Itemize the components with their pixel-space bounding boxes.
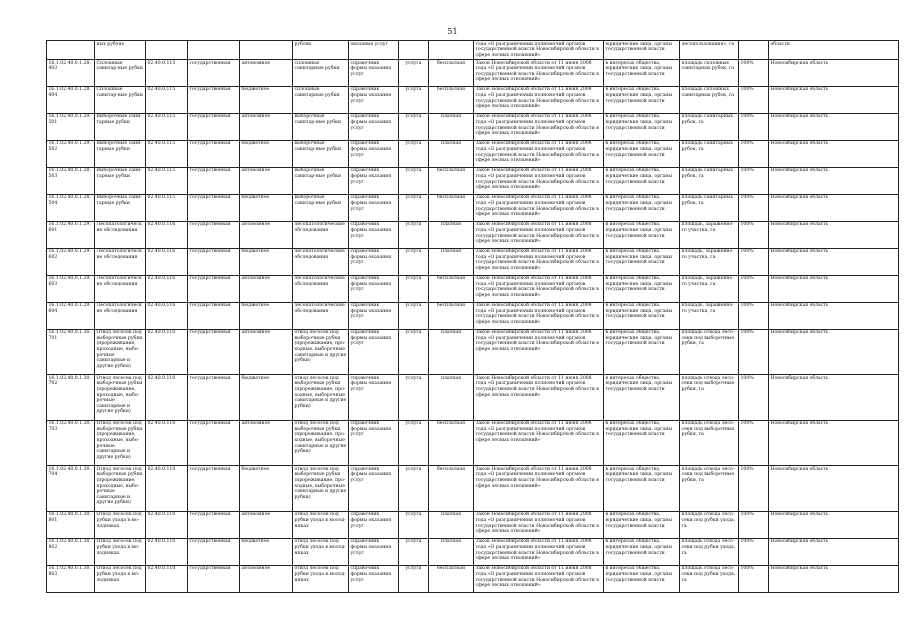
cell-name: ных рублях: [95, 41, 146, 60]
cell-institution-type: бюджетное: [240, 466, 293, 512]
cell-form-reference: справочник формы оказания услуг: [349, 167, 399, 194]
cell-legal-basis: года «О разграничении полномочий органов государственной власти Новосибирской области в сфере лесных отношений»: [474, 41, 604, 60]
table-row: [47, 86, 899, 113]
cell-volume-indicator: площадь, заражённо-го участка, га: [680, 275, 739, 302]
cell-ownership: государственная: [188, 60, 240, 87]
cell-volume-indicator: площадь, заражённо-го участка, га: [680, 248, 739, 275]
cell-okved: 02.40.0.116: [146, 275, 188, 302]
cell-okved: 02.40.0.110: [146, 538, 188, 565]
cell-kind: услуга: [399, 194, 429, 221]
cell-service-content: сплошные санитарные рубки: [293, 60, 349, 87]
cell-okved: 02.40.0.110: [146, 420, 188, 466]
cell-service-content: отвод лесосек под выборочные рубки (прореживание, про-ходные, выборочные санитарные и другие рубки): [293, 466, 349, 512]
cell-name: Лесопатологические обследования: [95, 275, 146, 302]
cell-quality: 100%: [739, 60, 769, 87]
cell-code: 16.1.02.40.0.1.29.602: [47, 248, 95, 275]
cell-payment: платная: [429, 113, 474, 140]
cell-okved: 02.40.0.110: [146, 466, 188, 512]
cell-code: 16.1.02.40.0.1.30.701: [47, 329, 95, 375]
cell-ownership: государственная: [188, 113, 240, 140]
cell-kind: услуга: [399, 140, 429, 167]
cell-okved: 02.40.0.115: [146, 113, 188, 140]
cell-service-content: выборочные санитар-ные рубки: [293, 194, 349, 221]
page-number: 51: [447, 27, 458, 36]
cell-form-reference: справочник формы оказания услуг: [349, 538, 399, 565]
cell-quality: 100%: [739, 113, 769, 140]
cell-form-reference: справочник формы оказания услуг: [349, 420, 399, 466]
cell-code: 16.1.02.40.0.1.28.503: [47, 167, 95, 194]
table-row: [47, 140, 899, 167]
cell-kind: услуга: [399, 375, 429, 421]
cell-territory: Новосибирская область: [769, 60, 899, 87]
cell-okved: 02.40.0.116: [146, 302, 188, 329]
cell-okved: 02.40.0.115: [146, 194, 188, 221]
cell-territory: Новосибирская область: [769, 194, 899, 221]
cell-legal-basis: Закон Новосибирской области от 11 июня 2008 года «О разграничении полномочий органов государственной власти Новосибирской области в сфере лесных отношений»: [474, 86, 604, 113]
cell-consumers: в интересах общества, юридические лица, органы государственной власти: [604, 167, 680, 194]
cell-volume-indicator: лесопользования», га: [680, 41, 739, 60]
cell-payment: бесплатная: [429, 420, 474, 466]
cell-legal-basis: Закон Новосибирской области от 11 июня 2008 года «О разграничении полномочий органов государственной власти Новосибирской области в сфере лесных отношений»: [474, 194, 604, 221]
cell-okved: 02.40.0.115: [146, 86, 188, 113]
cell-quality: 100%: [739, 329, 769, 375]
cell-code: 16.1.02.40.0.1.29.502: [47, 140, 95, 167]
cell-volume-indicator: площадь санитарных рубок, га: [680, 167, 739, 194]
cell-ownership: государственная: [188, 329, 240, 375]
cell-name: Лесопатологические обследования: [95, 302, 146, 329]
cell-kind: услуга: [399, 329, 429, 375]
cell-form-reference: справочник формы оказания услуг: [349, 113, 399, 140]
cell-okved: 02.40.0.110: [146, 565, 188, 592]
cell-institution-type: бюджетное: [240, 375, 293, 421]
cell-service-content: отвод лесосек под рубки ухода в молод-няках: [293, 538, 349, 565]
cell-institution-type: автономное: [240, 565, 293, 592]
cell-payment: платная: [429, 375, 474, 421]
cell-name: Отвод лесосек под выборочные рубки (прореживание, проходные, выбо-рочные санитарные и другие рубки): [95, 329, 146, 375]
cell-name: Отвод лесосек под выборочные рубки (прореживание, проходные, выбо-рочные санитарные и другие рубки): [95, 420, 146, 466]
cell-okved: 02.40.0.115: [146, 60, 188, 87]
continuation-row: [47, 41, 899, 60]
cell-territory: Новосибирская область: [769, 113, 899, 140]
cell-legal-basis: Закон Новосибирской области от 11 июня 2008 года «О разграничении полномочий органов государственной власти Новосибирской области в сфере лесных отношений»: [474, 248, 604, 275]
cell-quality: 100%: [739, 86, 769, 113]
cell-legal-basis: Закон Новосибирской области от 11 июня 2008 года «О разграничении полномочий органов государственной власти Новосибирской области в сфере лесных отношений»: [474, 167, 604, 194]
cell-form-reference: справочник формы оказания услуг: [349, 140, 399, 167]
cell-volume-indicator: площадь сплошных санитарных рубок, га: [680, 86, 739, 113]
cell-ownership: государственная: [188, 466, 240, 512]
cell-quality: 100%: [739, 248, 769, 275]
cell-okved: 02.40.0.110: [146, 375, 188, 421]
cell-volume-indicator: площадь сплошных санитарных рубок, га: [680, 60, 739, 87]
cell-kind: [399, 41, 429, 60]
table-row: [47, 511, 899, 538]
cell-code: 16.1.02.40.0.1.28.504: [47, 194, 95, 221]
cell-code: 16.1.02.40.0.1.29.601: [47, 221, 95, 248]
table-row: [47, 565, 899, 592]
cell-territory: Новосибирская область: [769, 140, 899, 167]
cell-payment: бесплатная: [429, 167, 474, 194]
cell-kind: услуга: [399, 538, 429, 565]
cell-institution-type: автономное: [240, 60, 293, 87]
cell-quality: 100%: [739, 302, 769, 329]
cell-name: Отвод лесосек под рубки ухода в мо-лодняках: [95, 511, 146, 538]
cell-institution-type: бюджетное: [240, 194, 293, 221]
cell-form-reference: справочник формы оказания услуг: [349, 375, 399, 421]
cell-ownership: государственная: [188, 420, 240, 466]
table-body: [47, 41, 899, 593]
table-row: [47, 420, 899, 466]
cell-kind: услуга: [399, 221, 429, 248]
cell-legal-basis: Закон Новосибирской области от 11 июня 2008 года «О разграничении полномочий органов государственной власти Новосибирской области в сфере лесных отношений»: [474, 221, 604, 248]
cell-quality: 100%: [739, 275, 769, 302]
cell-quality: 100%: [739, 375, 769, 421]
cell-name: Лесопатологические обследования: [95, 221, 146, 248]
cell-service-content: рублях: [293, 41, 349, 60]
table-row: [47, 113, 899, 140]
cell-consumers: в интересах общества, юридические лица, органы государственной власти: [604, 538, 680, 565]
cell-name: Отвод лесосек под выборочные рубки (прореживание, проходные, выбо-рочные санитарные и другие рубки): [95, 466, 146, 512]
cell-consumers: в интересах общества, юридические лица, органы государственной власти: [604, 420, 680, 466]
cell-volume-indicator: площадь санитарных рубок, га: [680, 113, 739, 140]
cell-quality: 100%: [739, 221, 769, 248]
cell-quality: 100%: [739, 538, 769, 565]
cell-payment: платная: [429, 248, 474, 275]
cell-institution-type: бюджетное: [240, 140, 293, 167]
cell-territory: Новосибирская область: [769, 565, 899, 592]
cell-territory: Новосибирская область: [769, 511, 899, 538]
cell-name: Лесопатологические обследования: [95, 248, 146, 275]
cell-territory: области: [769, 41, 899, 60]
cell-ownership: государственная: [188, 248, 240, 275]
cell-institution-type: бюджетное: [240, 302, 293, 329]
cell-volume-indicator: площадь санитарных рубок, га: [680, 194, 739, 221]
cell-kind: услуга: [399, 565, 429, 592]
cell-consumers: в интересах общества, юридические лица, органы государственной власти: [604, 248, 680, 275]
cell-code: 16.1.02.40.0.1.30.702: [47, 375, 95, 421]
cell-code: 16.1.02.40.0.1.29.604: [47, 302, 95, 329]
cell-name: Выборочные сани-тарные рубки: [95, 113, 146, 140]
cell-quality: 100%: [739, 420, 769, 466]
cell-form-reference: справочник формы оказания услуг: [349, 565, 399, 592]
table-row: [47, 329, 899, 375]
cell-institution-type: автономное: [240, 113, 293, 140]
cell-legal-basis: Закон Новосибирской области от 11 июня 2008 года «О разграничении полномочий органов государственной власти Новосибирской области в сфере лесных отношений»: [474, 302, 604, 329]
cell-payment: платная: [429, 140, 474, 167]
cell-kind: услуга: [399, 420, 429, 466]
cell-service-content: выборочные санитар-ные рубки: [293, 140, 349, 167]
table-row: [47, 375, 899, 421]
cell-form-reference: справочник формы оказания услуг: [349, 60, 399, 87]
cell-ownership: государственная: [188, 140, 240, 167]
cell-volume-indicator: площадь, заражённо-го участка, га: [680, 302, 739, 329]
cell-territory: Новосибирская область: [769, 329, 899, 375]
cell-institution-type: автономное: [240, 275, 293, 302]
cell-consumers: в интересах общества, юридические лица, органы государственной власти: [604, 140, 680, 167]
cell-ownership: государственная: [188, 275, 240, 302]
cell-service-content: выборочные санитар-ные рубки: [293, 113, 349, 140]
cell-code: [47, 41, 95, 60]
cell-territory: Новосибирская область: [769, 466, 899, 512]
cell-kind: услуга: [399, 466, 429, 512]
cell-territory: Новосибирская область: [769, 375, 899, 421]
cell-consumers: в интересах общества, юридические лица, органы государственной власти: [604, 466, 680, 512]
cell-name: Выборочные сани-тарные рубки: [95, 194, 146, 221]
cell-legal-basis: Закон Новосибирской области от 11 июня 2008 года «О разграничении полномочий органов государственной власти Новосибирской области в сфере лесных отношений»: [474, 466, 604, 512]
cell-consumers: в интересах общества, юридические лица, органы государственной власти: [604, 329, 680, 375]
cell-territory: Новосибирская область: [769, 167, 899, 194]
cell-ownership: [188, 41, 240, 60]
table-row: [47, 275, 899, 302]
table-row: [47, 194, 899, 221]
cell-code: 16.1.02.40.0.1.30.704: [47, 466, 95, 512]
cell-institution-type: автономное: [240, 511, 293, 538]
cell-payment: бесплатная: [429, 86, 474, 113]
cell-institution-type: автономное: [240, 221, 293, 248]
cell-ownership: государственная: [188, 565, 240, 592]
cell-name: Выборочные сани-тарные рубки: [95, 167, 146, 194]
cell-consumers: в интересах общества, юридические лица, органы государственной власти: [604, 86, 680, 113]
cell-payment: платная: [429, 538, 474, 565]
cell-quality: 100%: [739, 167, 769, 194]
cell-quality: 100%: [739, 565, 769, 592]
table-row: [47, 167, 899, 194]
services-registry-table: [46, 40, 899, 593]
cell-payment: платная: [429, 329, 474, 375]
cell-volume-indicator: площадь отвода лесо-секи под рубки ухода, га: [680, 565, 739, 592]
cell-service-content: лесопатологические обследования: [293, 275, 349, 302]
cell-service-content: отвод лесосек под рубки ухода в молод-няках: [293, 565, 349, 592]
cell-territory: Новосибирская область: [769, 538, 899, 565]
cell-kind: услуга: [399, 248, 429, 275]
cell-okved: 02.40.0.110: [146, 329, 188, 375]
cell-consumers: юридические лица, органы государственной власти: [604, 41, 680, 60]
cell-payment: [429, 41, 474, 60]
cell-payment: платная: [429, 221, 474, 248]
cell-form-reference: справочник формы оказания услуг: [349, 194, 399, 221]
cell-legal-basis: Закон Новосибирской области от 11 июня 2008 года «О разграничении полномочий органов государственной власти Новосибирской области в сфере лесных отношений»: [474, 538, 604, 565]
cell-service-content: отвод лесосек под рубки ухода в молод-няках: [293, 511, 349, 538]
cell-form-reference: справочник формы оказания услуг: [349, 248, 399, 275]
cell-service-content: выборочные санитар-ные рубки: [293, 167, 349, 194]
cell-form-reference: справочник формы оказания услуг: [349, 329, 399, 375]
cell-ownership: государственная: [188, 167, 240, 194]
cell-institution-type: бюджетное: [240, 248, 293, 275]
cell-legal-basis: Закон Новосибирской области от 11 июня 2008 года «О разграничении полномочий органов государственной власти Новосибирской области в сфере лесных отношений»: [474, 420, 604, 466]
cell-name: Отвод лесосек под рубки ухода в мо-лодняках: [95, 565, 146, 592]
cell-okved: 02.40.0.115: [146, 167, 188, 194]
cell-consumers: в интересах общества, юридические лица, органы государственной власти: [604, 375, 680, 421]
cell-quality: 100%: [739, 511, 769, 538]
cell-legal-basis: Закон Новосибирской области от 11 июня 2008 года «О разграничении полномочий органов государственной власти Новосибирской области в сфере лесных отношений»: [474, 375, 604, 421]
cell-volume-indicator: площадь санитарных рубок, га: [680, 140, 739, 167]
cell-okved: 02.40.0.115: [146, 140, 188, 167]
cell-volume-indicator: площадь отвода лесо-секи под выборочные рубки, га: [680, 466, 739, 512]
cell-code: 16.1.02.40.0.1.29.501: [47, 113, 95, 140]
cell-volume-indicator: площадь отвода лесо-секи под выборочные рубки, га: [680, 375, 739, 421]
cell-kind: услуга: [399, 302, 429, 329]
cell-quality: 100%: [739, 466, 769, 512]
cell-payment: бесплатная: [429, 302, 474, 329]
cell-kind: услуга: [399, 167, 429, 194]
cell-okved: 02.40.0.116: [146, 248, 188, 275]
cell-code: 16.1.02.40.0.1.30.801: [47, 511, 95, 538]
cell-payment: бесплатная: [429, 275, 474, 302]
cell-legal-basis: Закон Новосибирской области от 11 июня 2008 года «О разграничении полномочий органов государственной власти Новосибирской области в сфере лесных отношений»: [474, 113, 604, 140]
cell-payment: платная: [429, 511, 474, 538]
cell-institution-type: автономное: [240, 167, 293, 194]
cell-territory: Новосибирская область: [769, 86, 899, 113]
cell-name: Выборочные сани-тарные рубки: [95, 140, 146, 167]
cell-quality: 100%: [739, 140, 769, 167]
cell-institution-type: автономное: [240, 329, 293, 375]
cell-form-reference: справочник формы оказания услуг: [349, 511, 399, 538]
cell-institution-type: бюджетное: [240, 86, 293, 113]
cell-ownership: государственная: [188, 511, 240, 538]
cell-form-reference: справочник формы оказания услуг: [349, 466, 399, 512]
cell-consumers: в интересах общества, юридические лица, органы государственной власти: [604, 511, 680, 538]
cell-kind: услуга: [399, 113, 429, 140]
cell-service-content: отвод лесосек под выборочные рубки (прореживание, про-ходные, выборочные санитарные и другие рубки): [293, 375, 349, 421]
cell-consumers: в интересах общества, юридические лица, органы государственной власти: [604, 275, 680, 302]
cell-payment: бесплатная: [429, 565, 474, 592]
cell-okved: 02.40.0.116: [146, 221, 188, 248]
cell-code: 16.1.02.40.0.1.30.703: [47, 420, 95, 466]
cell-legal-basis: Закон Новосибирской области от 11 июня 2008 года «О разграничении полномочий органов государственной власти Новосибирской области в сфере лесных отношений»: [474, 275, 604, 302]
cell-code: 16.1.02.40.0.1.29.603: [47, 275, 95, 302]
cell-legal-basis: Закон Новосибирской области от 11 июня 2008 года «О разграничении полномочий органов государственной власти Новосибирской области в сфере лесных отношений»: [474, 329, 604, 375]
cell-ownership: государственная: [188, 538, 240, 565]
cell-territory: Новосибирская область: [769, 420, 899, 466]
cell-volume-indicator: площадь отвода лесо-секи под рубки ухода, га: [680, 511, 739, 538]
cell-okved: 02.40.0.110: [146, 511, 188, 538]
cell-institution-type: бюджетное: [240, 538, 293, 565]
cell-form-reference: оказания услуг: [349, 41, 399, 60]
cell-name: Отвод лесосек под выборочные рубки (прореживание, проходные, выбо-рочные санитарные и другие рубки): [95, 375, 146, 421]
cell-quality: [739, 41, 769, 60]
cell-service-content: лесопатологические обследования: [293, 248, 349, 275]
cell-name: Сплошные санитар-ные рубки: [95, 60, 146, 87]
cell-service-content: отвод лесосек под выборочные рубки (прореживание, про-ходные, выборочные санитарные и другие рубки): [293, 329, 349, 375]
cell-legal-basis: Закон Новосибирской области от 11 июня 2008 года «О разграничении полномочий органов государственной власти Новосибирской области в сфере лесных отношений»: [474, 565, 604, 592]
cell-consumers: в интересах общества, юридические лица, органы государственной власти: [604, 60, 680, 87]
cell-service-content: лесопатологические обследования: [293, 302, 349, 329]
cell-legal-basis: Закон Новосибирской области от 11 июня 2008 года «О разграничении полномочий органов государственной власти Новосибирской области в сфере лесных отношений»: [474, 60, 604, 87]
table-row: [47, 248, 899, 275]
cell-legal-basis: Закон Новосибирской области от 11 июня 2008 года «О разграничении полномочий органов государственной власти Новосибирской области в сфере лесных отношений»: [474, 140, 604, 167]
cell-ownership: государственная: [188, 302, 240, 329]
cell-volume-indicator: площадь отвода лесо-секи под рубки ухода, га: [680, 538, 739, 565]
cell-payment: бесплатная: [429, 194, 474, 221]
table-row: [47, 538, 899, 565]
cell-code: 16.1.02.40.0.1.28.404: [47, 86, 95, 113]
cell-consumers: в интересах общества, юридические лица, органы государственной власти: [604, 302, 680, 329]
cell-form-reference: справочник формы оказания услуг: [349, 221, 399, 248]
cell-quality: 100%: [739, 194, 769, 221]
cell-territory: Новосибирская область: [769, 221, 899, 248]
cell-payment: бесплатная: [429, 60, 474, 87]
cell-consumers: в интересах общества, юридические лица, органы государственной власти: [604, 194, 680, 221]
cell-kind: услуга: [399, 60, 429, 87]
cell-legal-basis: Закон Новосибирской области от 11 июня 2008 года «О разграничении полномочий органов государственной власти Новосибирской области в сфере лесных отношений»: [474, 511, 604, 538]
cell-institution-type: [240, 41, 293, 60]
cell-consumers: в интересах общества, юридические лица, органы государственной власти: [604, 221, 680, 248]
cell-ownership: государственная: [188, 86, 240, 113]
cell-name: Сплошные санитар-ные рубки: [95, 86, 146, 113]
cell-institution-type: автономное: [240, 420, 293, 466]
table-row: [47, 302, 899, 329]
cell-volume-indicator: площадь, заражённо-го участка, га: [680, 221, 739, 248]
cell-consumers: в интересах общества, юридические лица, органы государственной власти: [604, 565, 680, 592]
cell-ownership: государственная: [188, 194, 240, 221]
cell-form-reference: справочник формы оказания услуг: [349, 302, 399, 329]
cell-form-reference: справочник формы оказания услуг: [349, 275, 399, 302]
cell-code: 16.1.02.40.0.1.30.802: [47, 538, 95, 565]
cell-territory: Новосибирская область: [769, 275, 899, 302]
cell-code: 16.1.02.40.0.1.30.803: [47, 565, 95, 592]
table-row: [47, 221, 899, 248]
cell-consumers: в интересах общества, юридические лица, органы государственной власти: [604, 113, 680, 140]
cell-volume-indicator: площадь отвода лесо-секи под выборочные рубки, га: [680, 420, 739, 466]
table-row: [47, 466, 899, 512]
cell-volume-indicator: площадь отвода лесо-секи под выборочные рубки, га: [680, 329, 739, 375]
cell-territory: Новосибирская область: [769, 302, 899, 329]
cell-service-content: отвод лесосек под выборочные рубки (прореживание, про-ходные, выборочные санитарные и другие рубки): [293, 420, 349, 466]
cell-territory: Новосибирская область: [769, 248, 899, 275]
cell-form-reference: справочник формы оказания услуг: [349, 86, 399, 113]
cell-name: Отвод лесосек под рубки ухода в мо-лодняках: [95, 538, 146, 565]
cell-code: 16.1.02.40.0.1.28.403: [47, 60, 95, 87]
cell-ownership: государственная: [188, 375, 240, 421]
cell-kind: услуга: [399, 511, 429, 538]
cell-ownership: государственная: [188, 221, 240, 248]
cell-payment: бесплатная: [429, 466, 474, 512]
cell-kind: услуга: [399, 86, 429, 113]
cell-service-content: сплошные санитарные рубки: [293, 86, 349, 113]
cell-service-content: лесопатологические обследования: [293, 221, 349, 248]
table-row: [47, 60, 899, 87]
cell-kind: услуга: [399, 275, 429, 302]
cell-okved: [146, 41, 188, 60]
